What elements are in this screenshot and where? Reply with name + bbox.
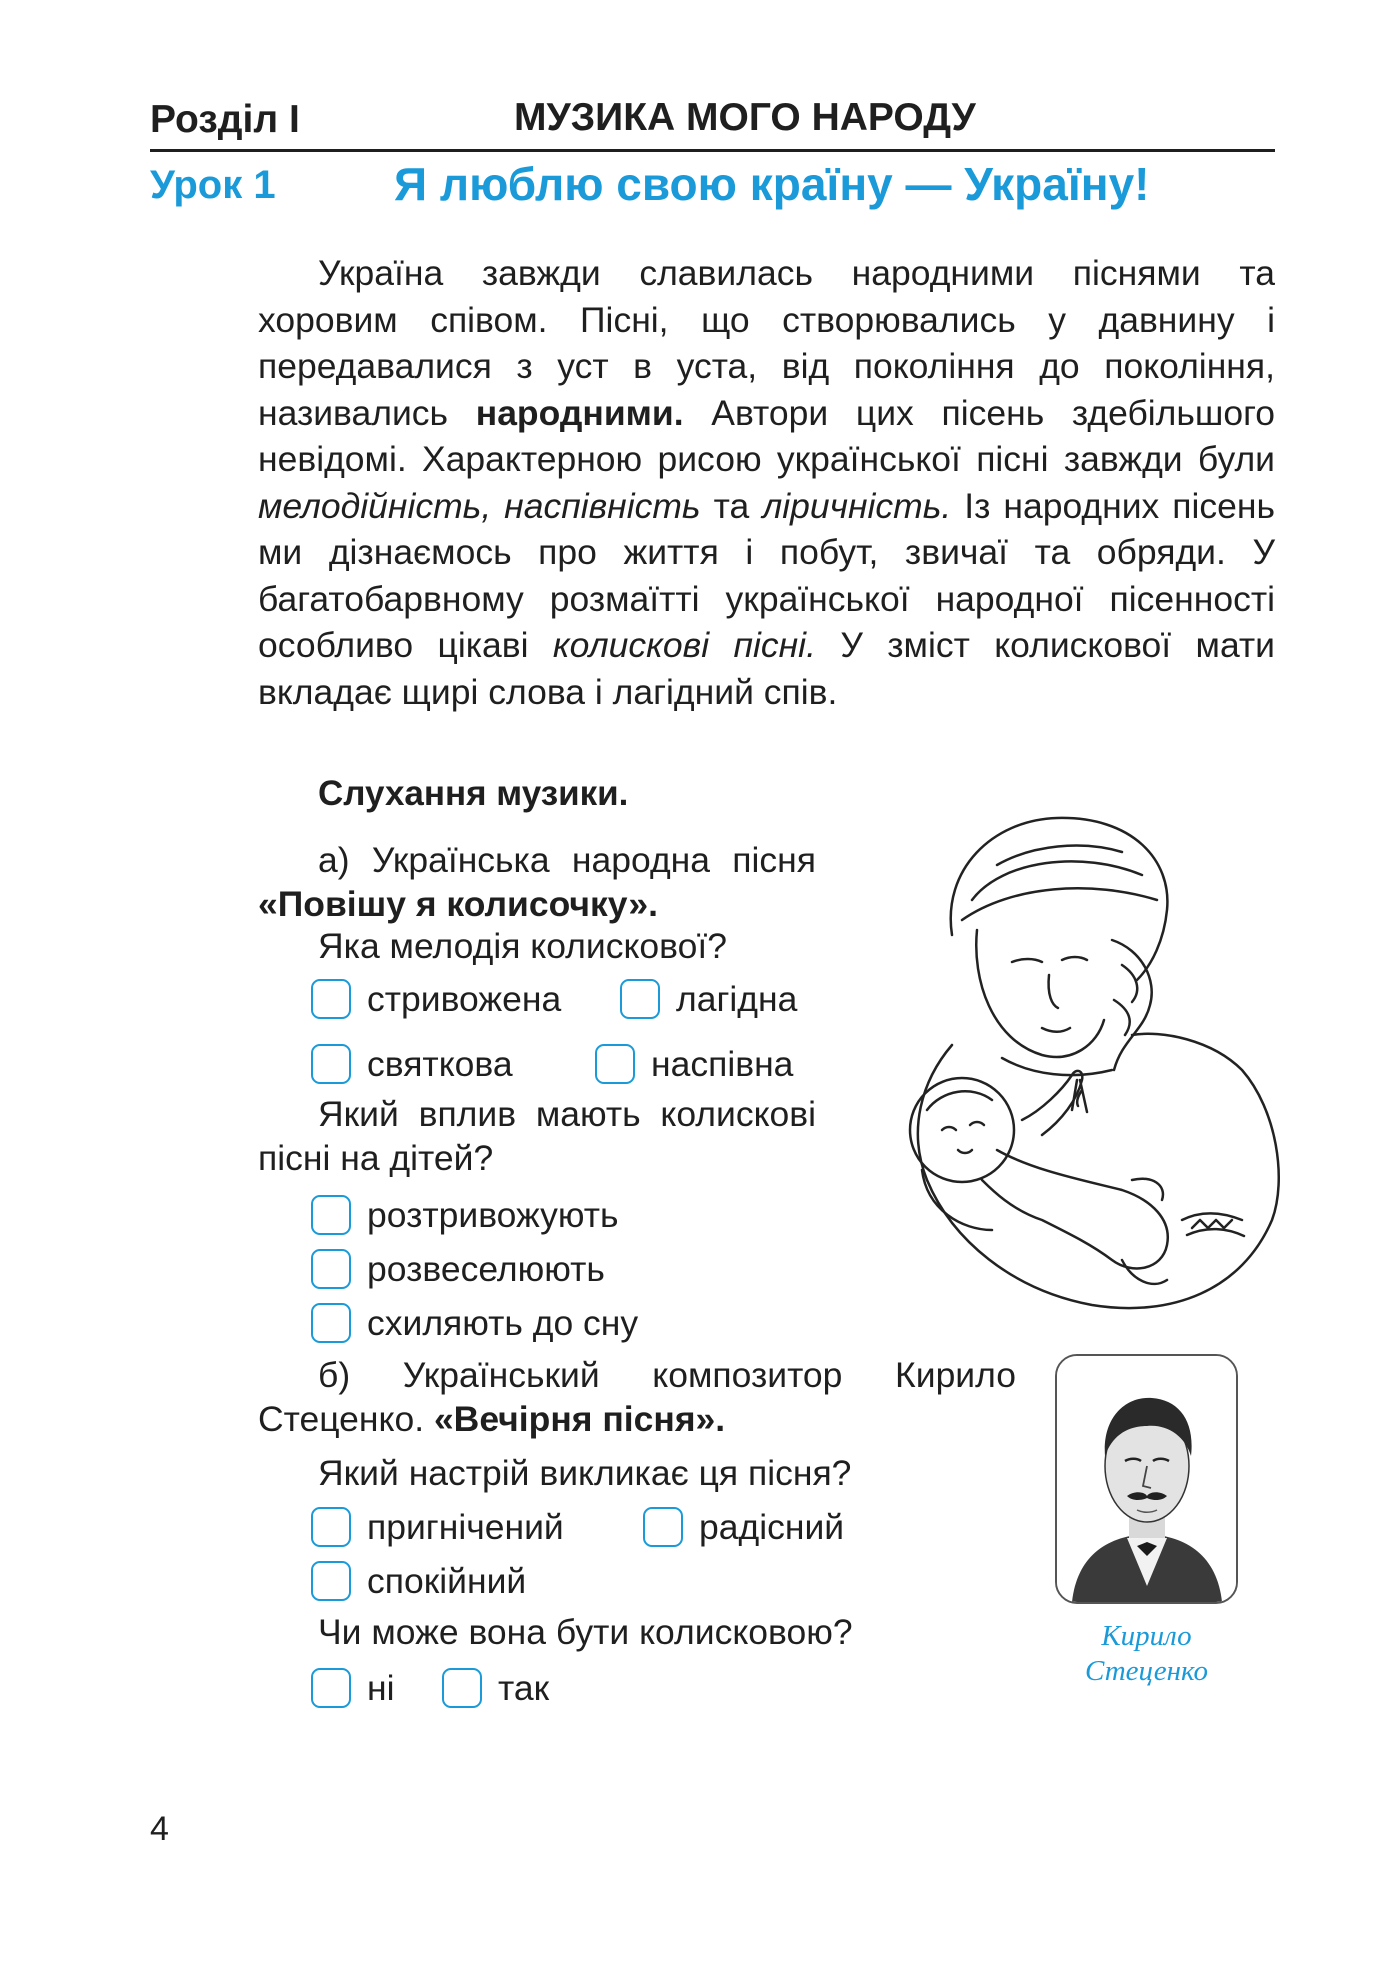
term-lullabies: колискові пісні. — [552, 625, 816, 665]
part-a-text: а) Українська народна пісня — [318, 840, 816, 880]
option-melodious[interactable] — [595, 1042, 793, 1086]
portrait-caption-last-name: Стеценко — [1084, 1655, 1208, 1687]
part-b-question-2: Чи може вона бути колисковою? — [318, 1612, 853, 1652]
option-label: стривожена — [367, 978, 562, 1019]
section-title: МУЗИКА МОГО НАРОДУ — [514, 96, 976, 139]
intro-text-part: та — [700, 485, 763, 526]
option-label: схиляють до сну — [367, 1302, 639, 1343]
intro-text-part: У зміст колискової мати вкладає щирі слова і лагідний спів. — [258, 625, 1275, 712]
term-melodic: мелодійність, наспівність — [258, 485, 701, 526]
header-divider — [150, 149, 1275, 152]
checkbox[interactable] — [311, 1249, 351, 1289]
option-label: лагідна — [676, 978, 798, 1019]
option-calm[interactable] — [311, 1559, 526, 1603]
part-a-intro — [258, 838, 816, 926]
option-joyful[interactable] — [643, 1505, 844, 1549]
part-b-text: б) Український композитор Кирило Стеценко. — [258, 1355, 1016, 1439]
listening-title: Слухання музики. — [318, 774, 629, 813]
checkbox[interactable] — [311, 1507, 351, 1547]
part-b-song-title: «Вечірня пісня». — [433, 1399, 726, 1439]
option-gentle[interactable] — [620, 977, 797, 1021]
part-b-question-1: Який настрій викликає ця пісня? — [318, 1453, 852, 1493]
checkbox[interactable] — [311, 1195, 351, 1235]
term-folk-songs: народними. — [475, 392, 684, 433]
option-disturb[interactable] — [311, 1193, 619, 1237]
option-no[interactable] — [311, 1666, 395, 1710]
checkbox[interactable] — [311, 1303, 351, 1343]
checkbox[interactable] — [620, 979, 660, 1019]
option-label: радісний — [699, 1506, 845, 1547]
option-label: наспівна — [651, 1043, 794, 1084]
section-label: Розділ I — [150, 98, 300, 141]
part-b-intro — [258, 1353, 1016, 1441]
part-a-question-2-text: Який вплив мають колискові пісні на дітей? — [258, 1094, 816, 1178]
part-a-question-2 — [258, 1092, 816, 1180]
portrait-frame — [1055, 1354, 1238, 1604]
intro-text — [258, 250, 1275, 715]
option-label: ні — [367, 1667, 395, 1708]
option-festive[interactable] — [311, 1042, 513, 1086]
intro-text-part: Із народних пісень ми дізнаємось про життя і побут, звичаї та обряди. У багатобарвному розмаїтті української народної пісенності особливо цікаві — [258, 485, 1276, 665]
indent — [258, 840, 318, 880]
option-label: розвеселюють — [367, 1248, 605, 1289]
part-a-song-title: «Повішу я колисочку». — [258, 884, 659, 924]
lesson-title: Я люблю свою країну — Україну! — [394, 158, 1150, 210]
checkbox[interactable] — [311, 979, 351, 1019]
portrait-caption-first-name: Кирило — [1101, 1620, 1192, 1652]
option-label: так — [498, 1667, 550, 1708]
checkbox[interactable] — [311, 1044, 351, 1084]
intro-text-part: Україна завжди славилась народними піснями та хоровим співом. Пісні, що створювались у давнину і передавалися з уст в уста, від покоління до покоління, називались — [258, 253, 1275, 433]
intro-text-part: Автори цих пісень здебільшого невідомі. Характерною рисою української пісні завжди були — [258, 392, 1276, 479]
option-label: розтривожують — [367, 1194, 619, 1235]
option-depressed[interactable] — [311, 1505, 564, 1549]
part-a-question-1: Яка мелодія колискової? — [318, 926, 727, 966]
option-label: спокійний — [367, 1560, 527, 1601]
term-lyricism: ліричність. — [762, 485, 952, 526]
checkbox[interactable] — [311, 1668, 351, 1708]
option-label: пригнічений — [367, 1506, 564, 1547]
mother-with-baby-illustration — [882, 790, 1292, 1320]
lesson-label: Урок 1 — [150, 163, 276, 207]
checkbox[interactable] — [643, 1507, 683, 1547]
indent — [258, 1094, 318, 1134]
option-anxious[interactable] — [311, 977, 561, 1021]
option-yes[interactable] — [442, 1666, 549, 1710]
intro-paragraph — [258, 250, 1275, 715]
option-sleep[interactable] — [311, 1301, 638, 1345]
checkbox[interactable] — [442, 1668, 482, 1708]
portrait-stetsenko-image — [1057, 1356, 1236, 1602]
indent — [258, 1355, 318, 1395]
checkbox[interactable] — [311, 1561, 351, 1601]
page-number: 4 — [150, 1810, 169, 1848]
option-label: святкова — [367, 1043, 513, 1084]
checkbox[interactable] — [595, 1044, 635, 1084]
option-cheer-up[interactable] — [311, 1247, 605, 1291]
